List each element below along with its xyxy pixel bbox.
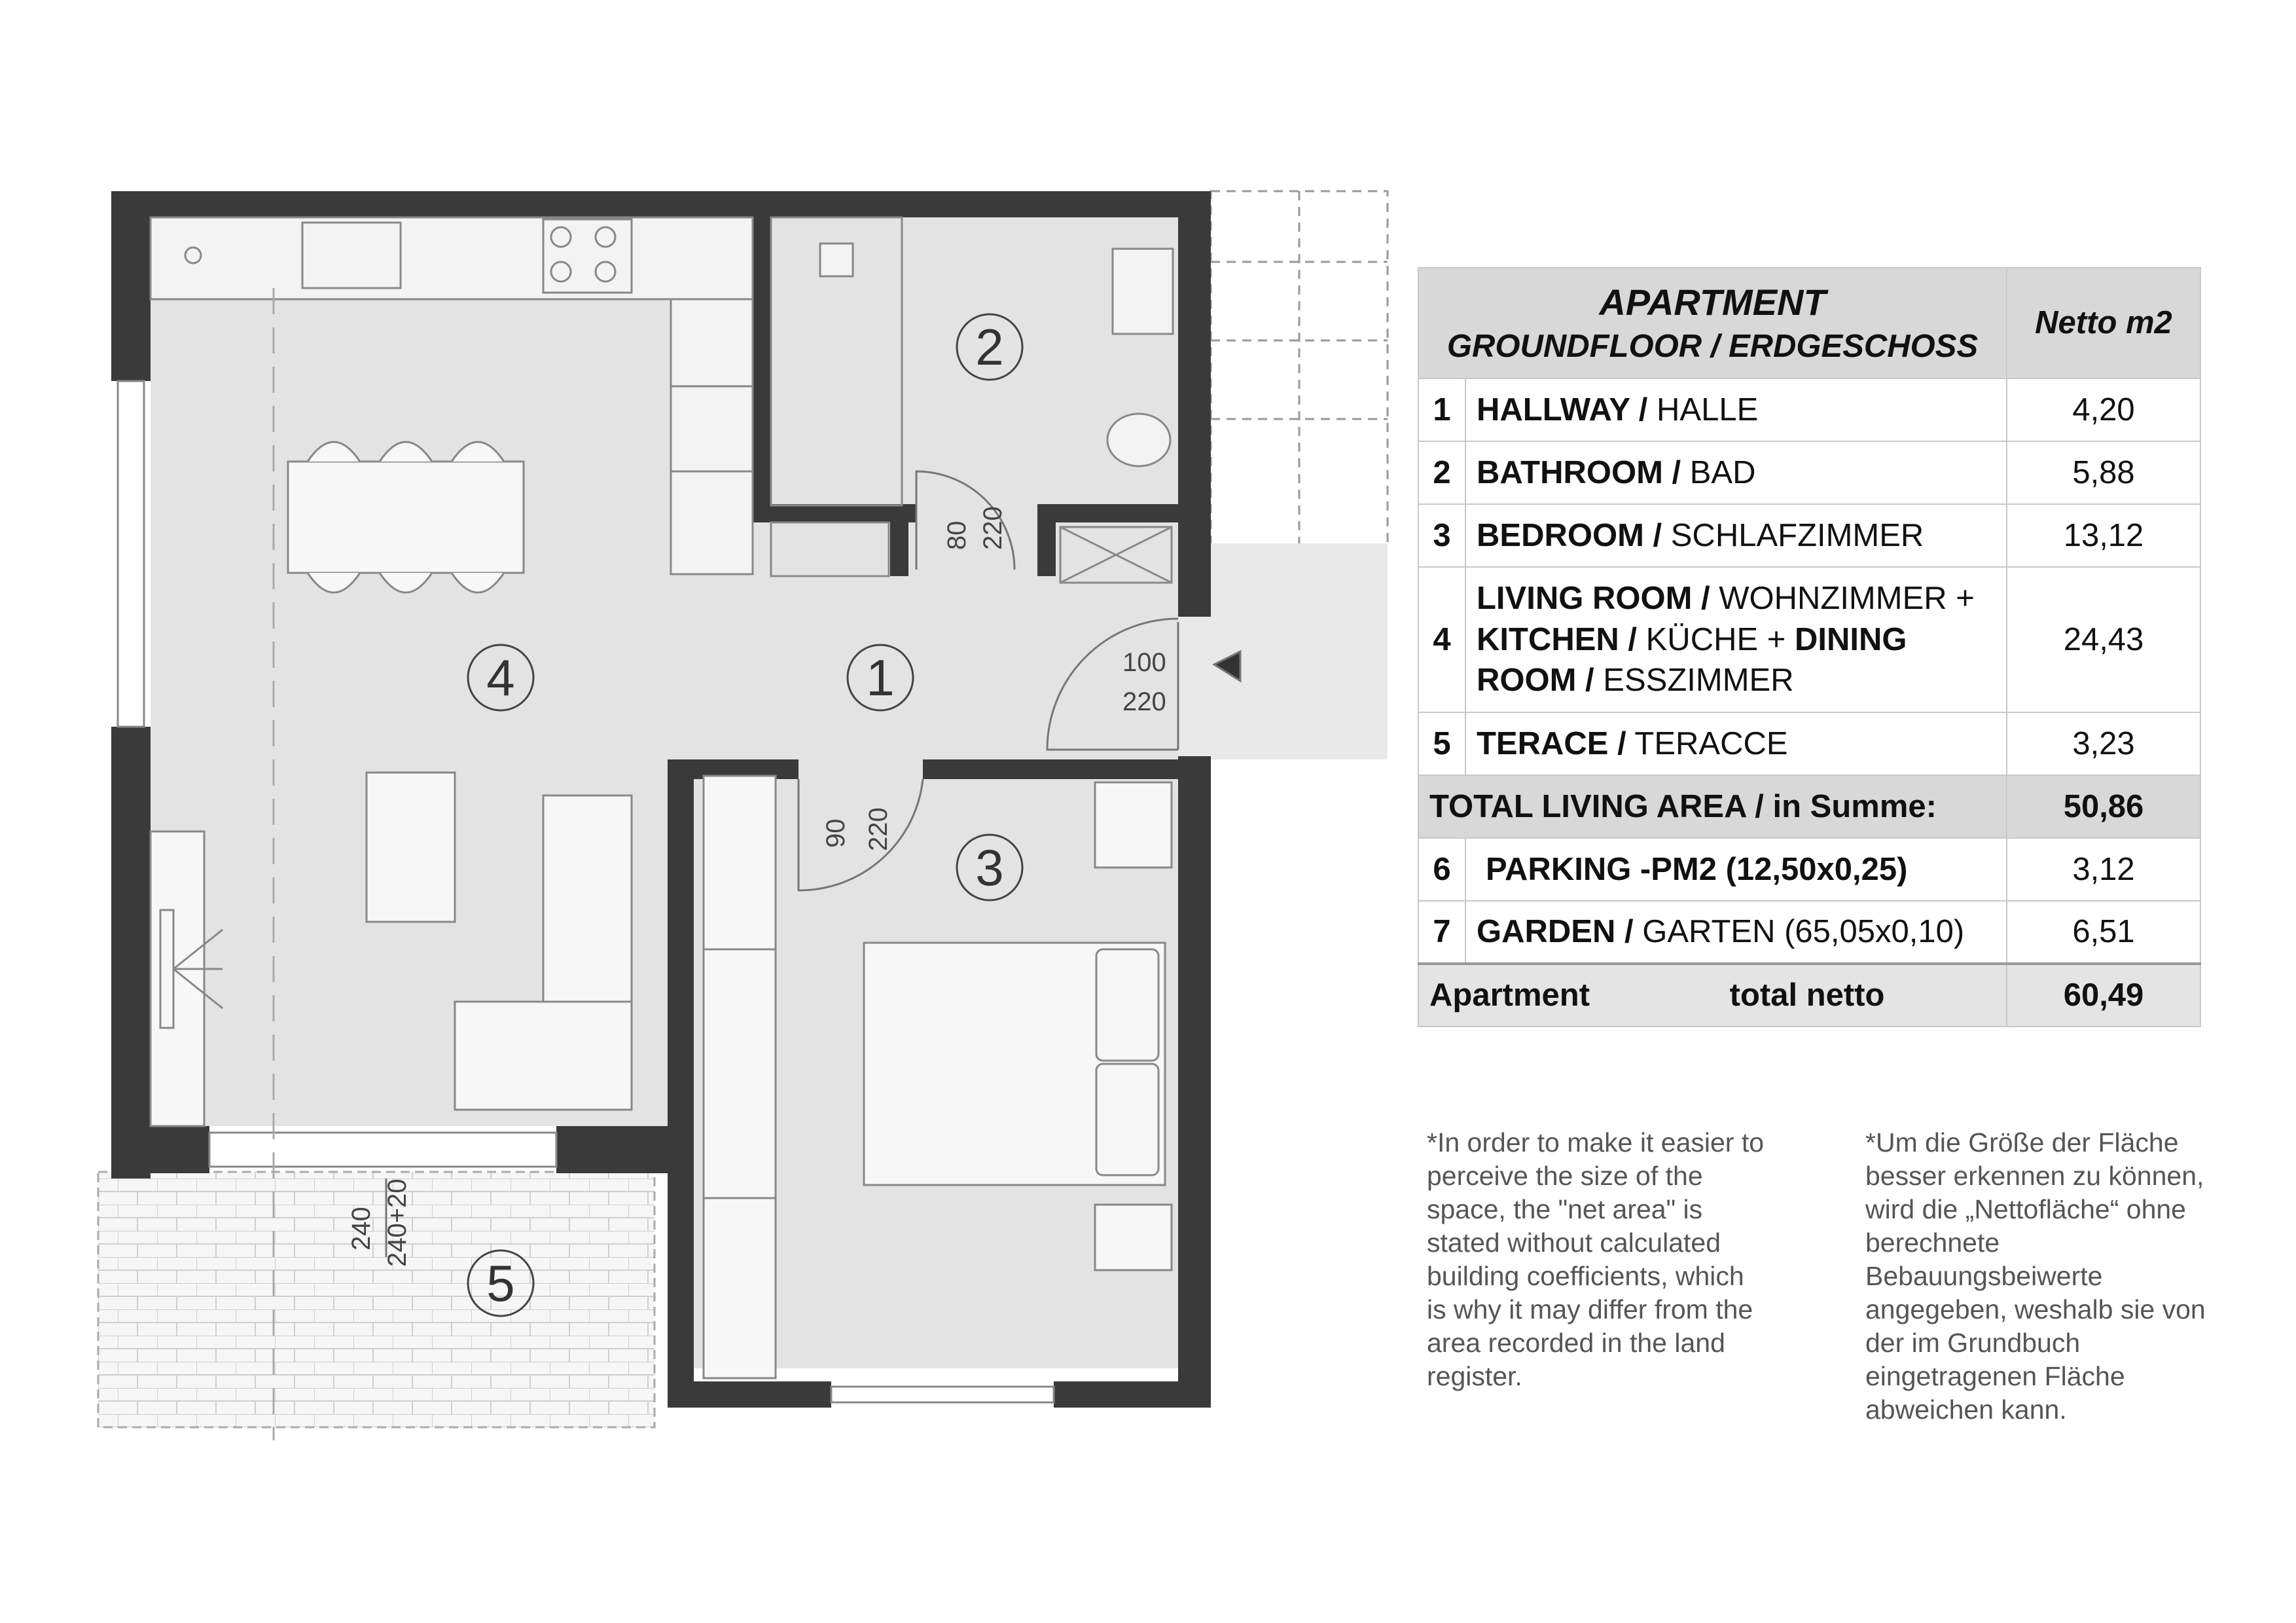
bedroom-door-height: 220 bbox=[864, 807, 893, 851]
table-row: 4 LIVING ROOM / WOHNZIMMER + KITCHEN / KÜCHE + DINING ROOM / ESSZIMMER 24,43 bbox=[1418, 567, 2200, 712]
header-line1: APARTMENT bbox=[1599, 282, 1826, 323]
area-table bbox=[1418, 267, 2201, 1027]
terrace-door-width: 240 bbox=[347, 1207, 376, 1250]
header-line2: GROUNDFLOOR / ERDGESCHOSS bbox=[1446, 328, 1979, 364]
terrace-area bbox=[98, 1172, 655, 1427]
note-english: *In order to make it easier to perceive the size of the space, the "net area" is stated without calculated building coefficients, which is why it may differ from the area recorded in the land register. bbox=[1427, 1127, 1765, 1391]
grand-total-row: Apartment total netto 60,49 bbox=[1418, 964, 2200, 1027]
table-row: 7 GARDEN / GARTEN (65,05x0,10) 6,51 bbox=[1418, 901, 2200, 964]
svg-text:1: 1 bbox=[866, 649, 895, 706]
header-value-col: Netto m2 bbox=[2007, 268, 2200, 378]
east-terrace-dashed bbox=[1211, 191, 1388, 545]
bathroom-door-height: 220 bbox=[978, 506, 1007, 550]
entrance-door-width: 100 bbox=[1122, 648, 1166, 677]
svg-text:5: 5 bbox=[486, 1254, 515, 1312]
entrance-door-height: 220 bbox=[1122, 687, 1166, 716]
svg-text:3: 3 bbox=[975, 839, 1004, 896]
bathroom-door-width: 80 bbox=[942, 520, 971, 550]
table-row: 1 HALLWAY / HALLE 4,20 bbox=[1418, 378, 2200, 441]
svg-text:4: 4 bbox=[486, 649, 515, 706]
total-living-row: TOTAL LIVING AREA / in Summe: 50,86 bbox=[1418, 775, 2200, 838]
bedroom-door-width: 90 bbox=[821, 818, 850, 848]
table-row: 5 TERACE / TERACCE 3,23 bbox=[1418, 712, 2200, 775]
table-row: 6 PARKING -PM2 (12,50x0,25) 3,12 bbox=[1418, 838, 2200, 901]
table-row: 2 BATHROOM / BAD 5,88 bbox=[1418, 441, 2200, 504]
svg-text:2: 2 bbox=[975, 318, 1004, 376]
dining-table bbox=[288, 442, 524, 593]
table-row: 3 BEDROOM / SCHLAFZIMMER 13,12 bbox=[1418, 504, 2200, 567]
terrace-door-height: 240+20 bbox=[383, 1178, 412, 1267]
note-german: *Um die Größe der Fläche besser erkennen zu können, wird die „Nettofläche“ ohne berechnete Bebauungsbeiwerte angegeben, weshalb sie von der im Grundbuch eingetragenen Fläche abweichen kann. bbox=[1865, 1127, 2206, 1425]
table-header bbox=[1418, 268, 2200, 378]
